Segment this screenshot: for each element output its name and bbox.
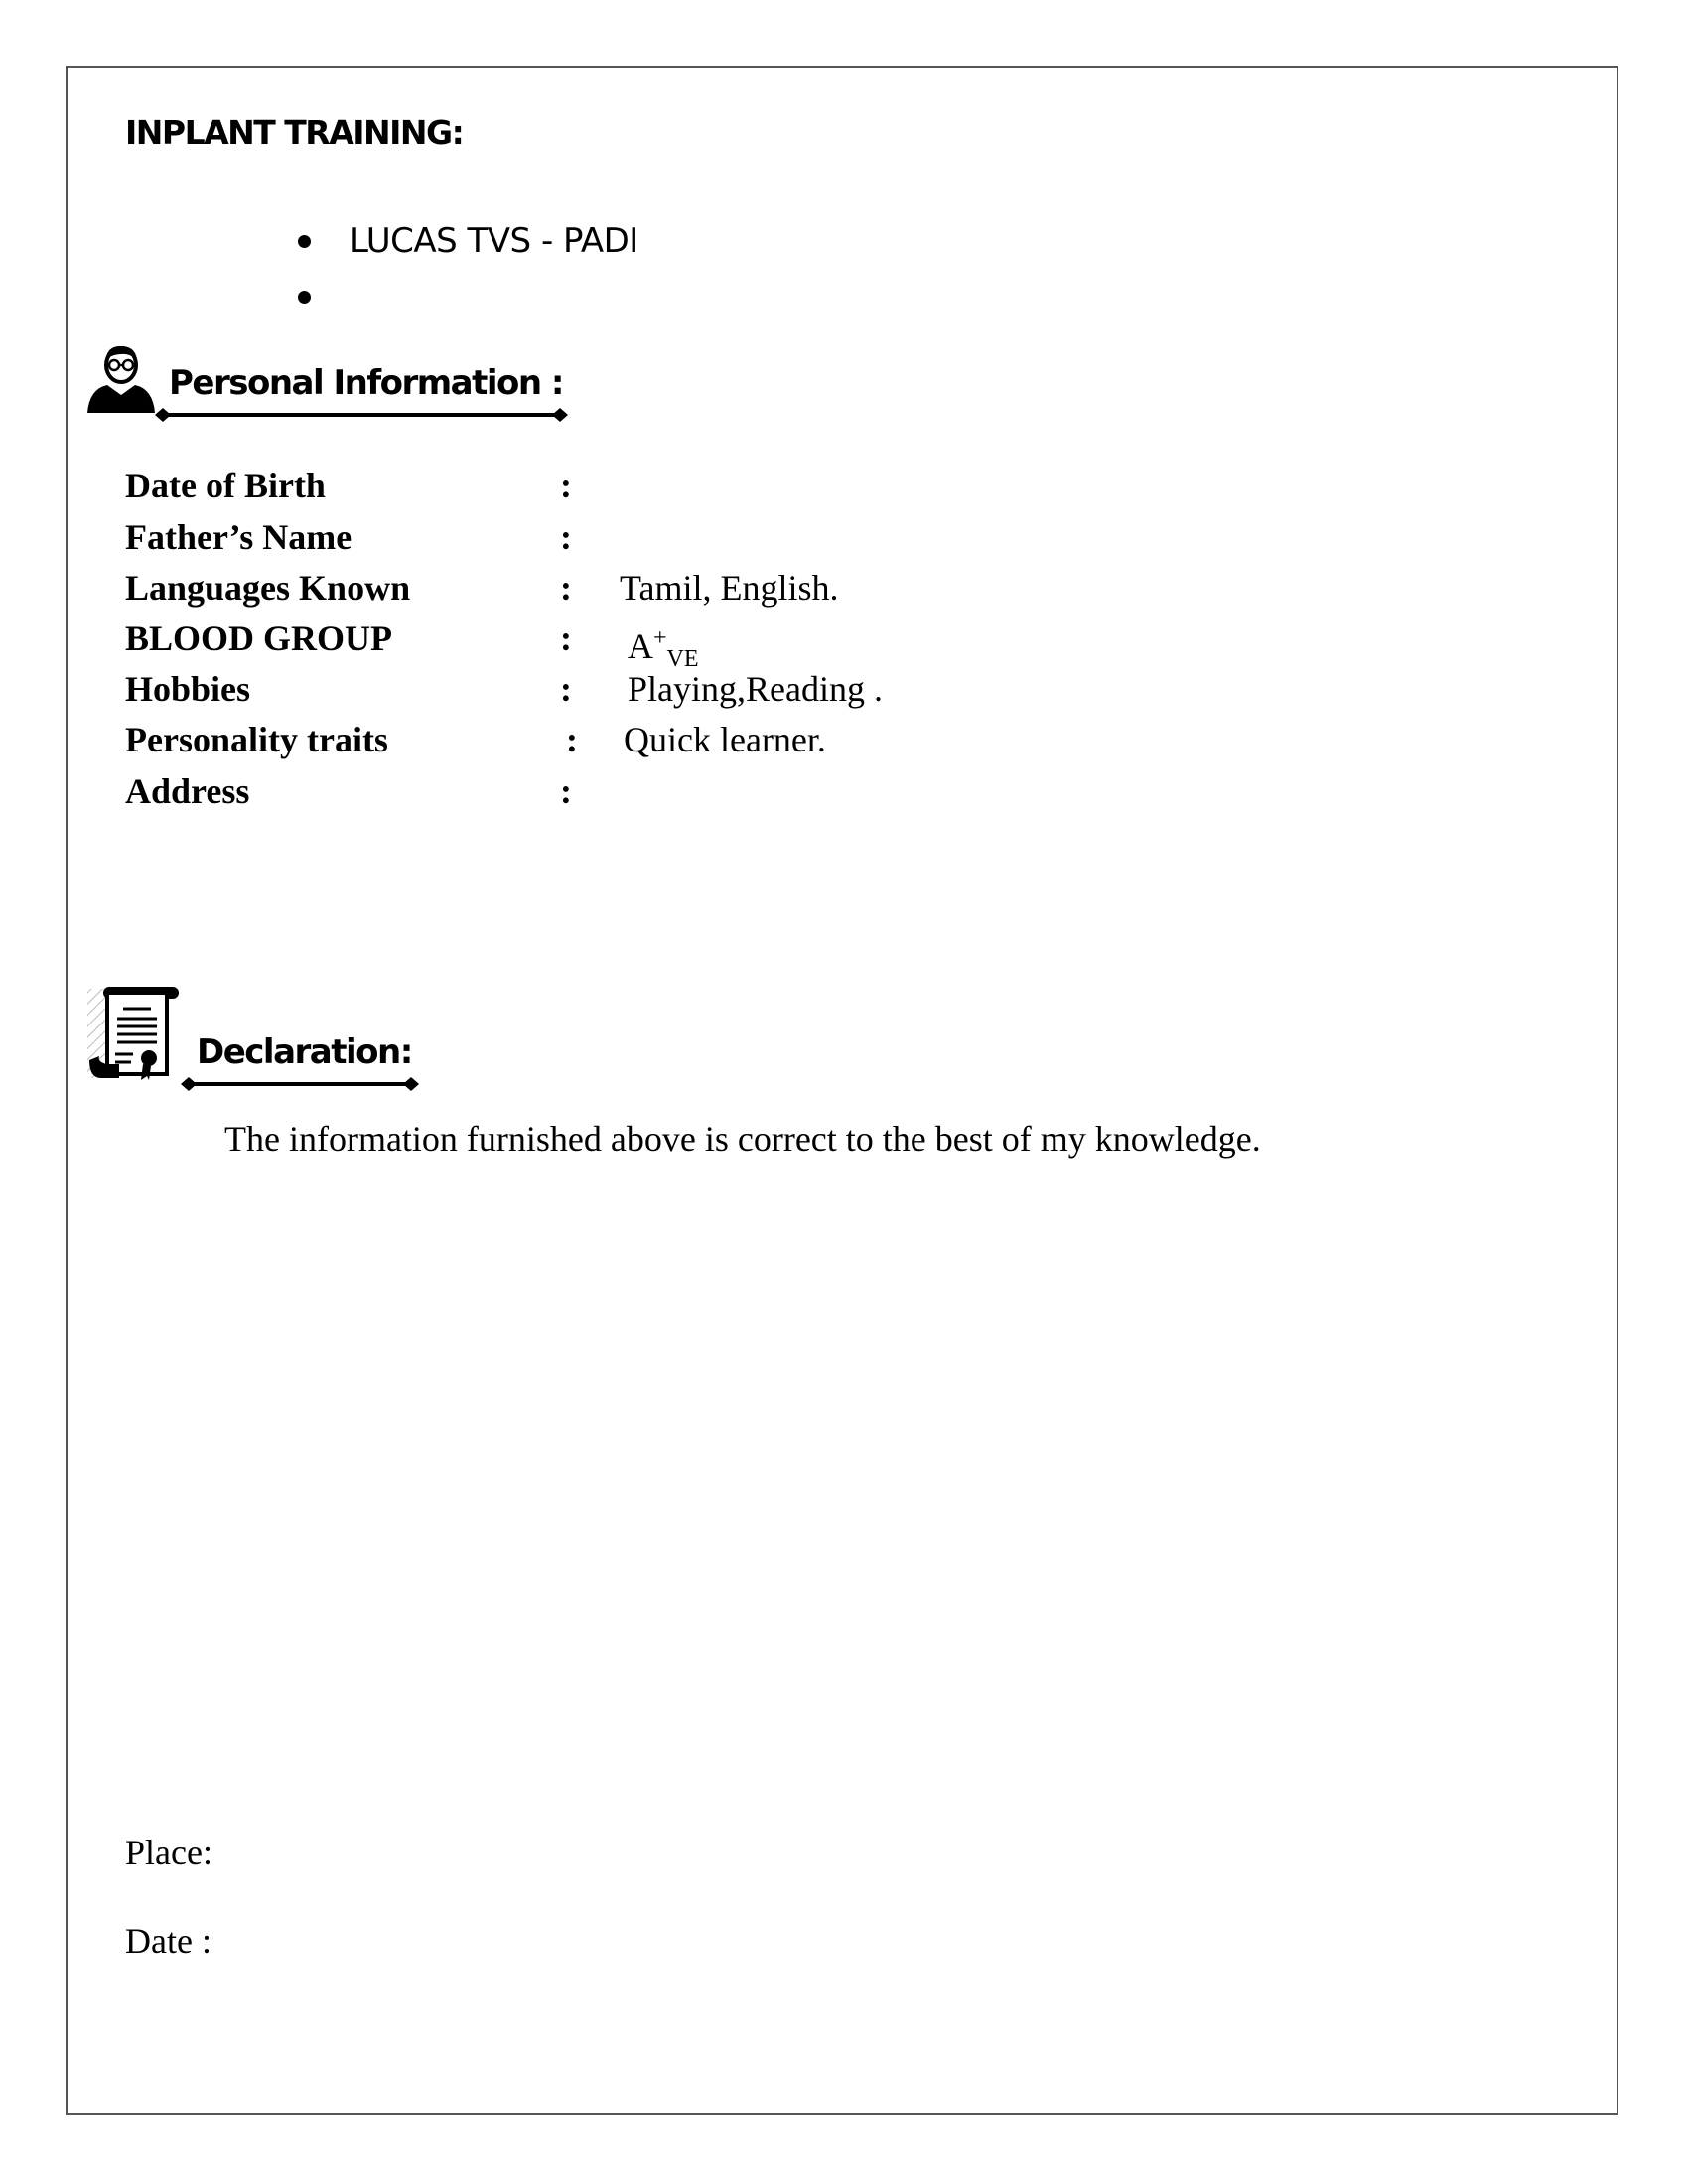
info-label: Father’s Name — [125, 517, 352, 557]
info-colon: : — [560, 669, 572, 709]
list-item — [298, 269, 638, 325]
title-underline — [155, 407, 568, 423]
bullet-icon — [298, 291, 311, 304]
person-glasses-icon — [83, 343, 157, 415]
certificate-scroll-icon — [85, 983, 185, 1086]
inplant-training-heading: INPLANT TRAINING: — [125, 113, 464, 152]
info-colon: : — [560, 517, 572, 557]
title-underline — [181, 1076, 419, 1092]
info-colon: : — [560, 771, 572, 811]
place-label: Place: — [125, 1833, 212, 1872]
info-label: Date of Birth — [125, 466, 326, 505]
info-colon: : — [560, 568, 572, 608]
bullet-icon — [298, 235, 311, 248]
info-value: Quick learner. — [624, 720, 826, 759]
info-value: Tamil, English. — [620, 568, 839, 608]
blood-group-sup: + — [653, 625, 667, 651]
info-colon: : — [560, 618, 572, 658]
personal-information-title: Personal Information : — [169, 363, 564, 403]
info-label: Address — [125, 771, 250, 811]
blood-group-sub: VE — [666, 646, 699, 673]
info-value: Playing,Reading . — [628, 669, 883, 709]
info-label: Hobbies — [125, 669, 251, 709]
info-colon: : — [566, 720, 578, 759]
info-label: BLOOD GROUP — [125, 618, 393, 658]
date-label: Date : — [125, 1921, 211, 1961]
list-item — [298, 213, 638, 269]
list-item-text: LUCAS TVS - PADI — [350, 221, 638, 261]
declaration-title: Declaration: — [197, 1032, 412, 1072]
info-colon: : — [560, 466, 572, 505]
declaration-text: The information furnished above is correct to the best of my knowledge. — [224, 1119, 1261, 1159]
blood-group-base: A — [628, 626, 653, 666]
info-label: Languages Known — [125, 568, 411, 608]
info-label: Personality traits — [125, 720, 388, 759]
inplant-training-list — [298, 213, 638, 325]
